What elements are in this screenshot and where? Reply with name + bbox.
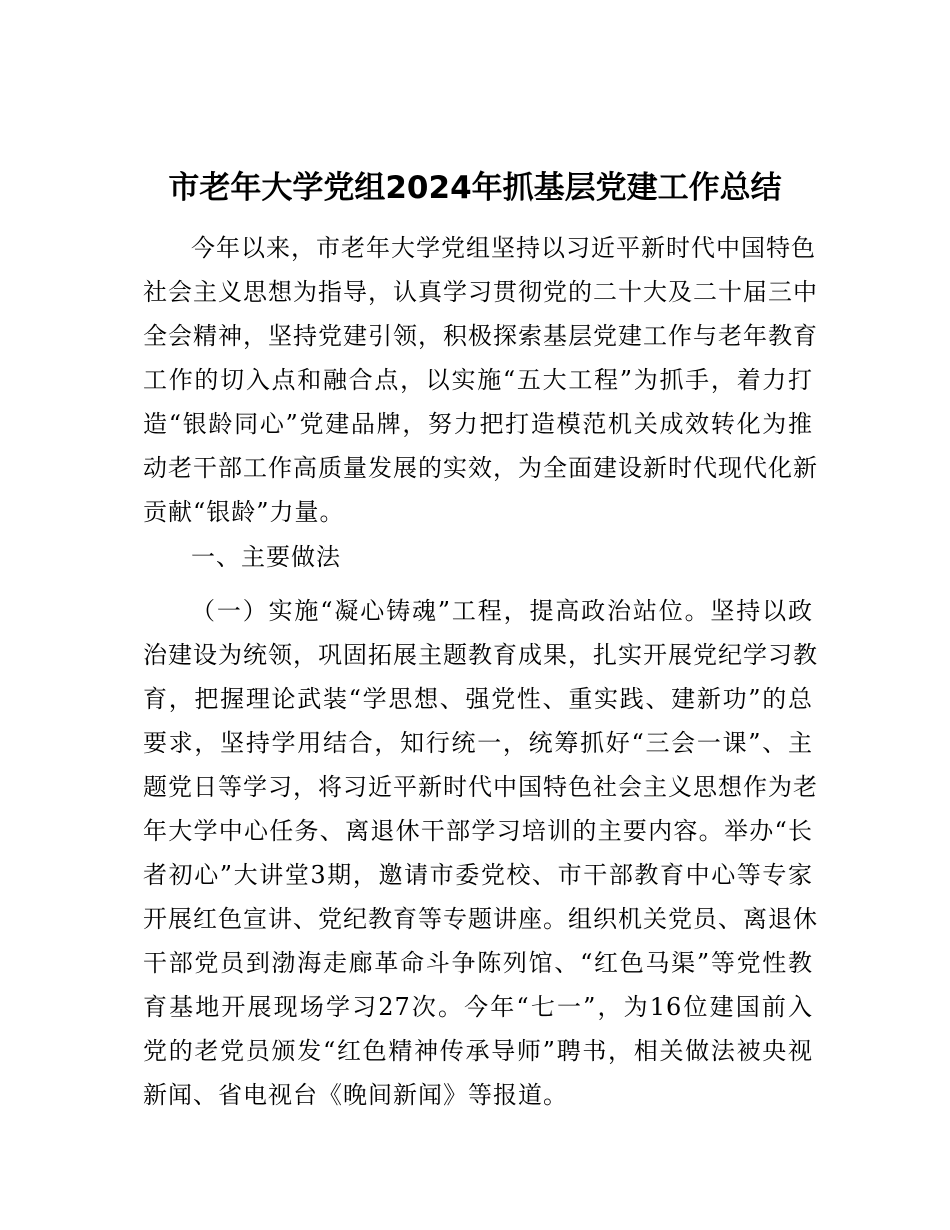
section-paragraph bbox=[143, 589, 818, 1117]
section-heading bbox=[143, 535, 813, 579]
paragraph-line: 新闻、省电视台《晚间新闻》等报道。 bbox=[143, 1081, 568, 1109]
paragraph-line: 开展红色宣讲、党纪教育等专题讲座。组织机关党员、离退休 bbox=[143, 905, 818, 933]
paragraph-line: 工作的切入点和融合点，以实施“五大工程”为抓手，着力打 bbox=[143, 366, 813, 394]
paragraph-line: 社会主义思想为指导，认真学习贯彻党的二十大及二十届三中 bbox=[143, 278, 818, 306]
paragraph-line: 动老干部工作高质量发展的实效，为全面建设新时代现代化新 bbox=[143, 454, 818, 482]
section-heading-text: 一、主要做法 bbox=[191, 543, 341, 571]
paragraph-line: 育基地开展现场学习27次。今年“七一”，为16位建国前入 bbox=[143, 993, 813, 1021]
paragraph-line: 治建设为统领，巩固拓展主题教育成果，扎实开展党纪学习教 bbox=[143, 641, 818, 669]
paragraph-line: 党的老党员颁发“红色精神传承导师”聘书，相关做法被央视 bbox=[143, 1037, 813, 1065]
paragraph-line: 今年以来，市老年大学党组坚持以习近平新时代中国特色 bbox=[191, 234, 816, 262]
paragraph-line: 育，把握理论武装“学思想、强党性、重实践、建新功”的总 bbox=[143, 685, 813, 713]
paragraph-line: 造“银龄同心”党建品牌，努力把打造模范机关成效转化为推 bbox=[143, 410, 813, 438]
document-title: 市老年大学党组2024年抓基层党建工作总结 bbox=[168, 170, 782, 206]
paragraph-line: 题党日等学习，将习近平新时代中国特色社会主义思想作为老 bbox=[143, 773, 818, 801]
paragraph-line: 全会精神，坚持党建引领，积极探索基层党建工作与老年教育 bbox=[143, 322, 818, 350]
paragraph-line: （一）实施“凝心铸魂”工程，提高政治站位。坚持以政 bbox=[191, 597, 813, 625]
intro-paragraph bbox=[143, 226, 818, 534]
paragraph-line: 要求，坚持学用结合，知行统一，统筹抓好“三会一课”、主 bbox=[143, 729, 813, 757]
paragraph-line: 贡献“银龄”力量。 bbox=[143, 498, 345, 526]
paragraph-line: 年大学中心任务、离退休干部学习培训的主要内容。举办“长 bbox=[143, 817, 813, 845]
paragraph-line: 干部党员到渤海走廊革命斗争陈列馆、“红色马渠”等党性教 bbox=[143, 949, 813, 977]
paragraph-line: 者初心”大讲堂3期，邀请市委党校、市干部教育中心等专家 bbox=[143, 861, 813, 889]
